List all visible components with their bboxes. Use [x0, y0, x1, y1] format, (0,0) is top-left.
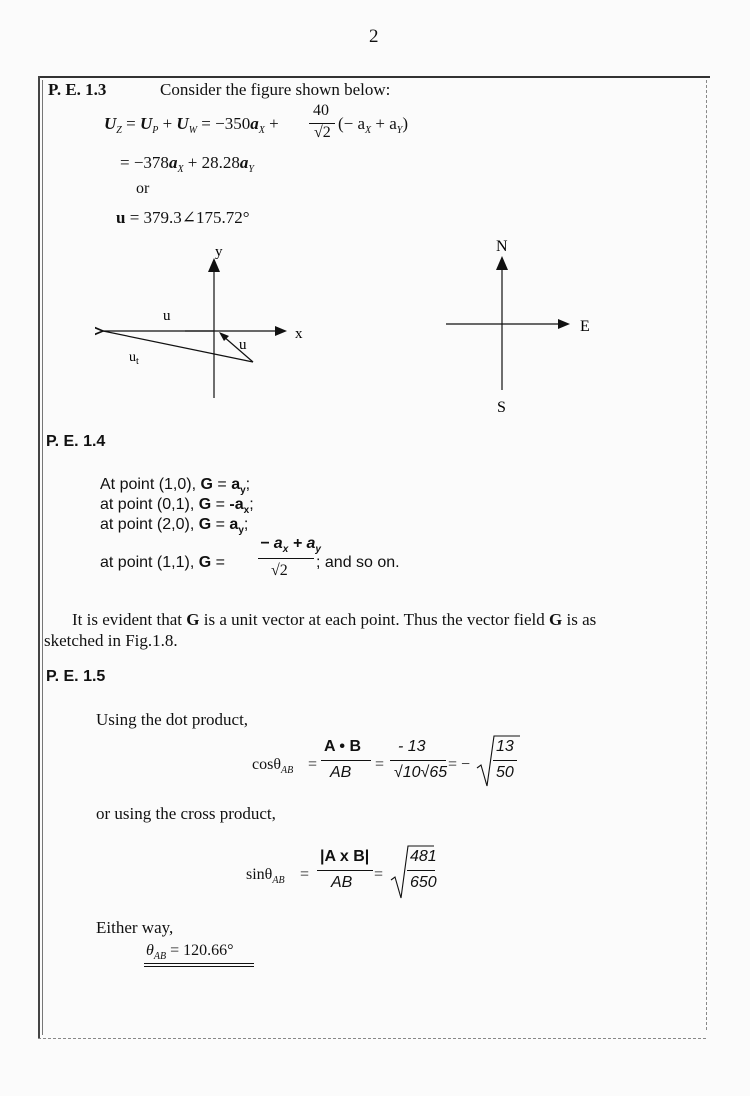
cos-frac-den: AB: [330, 764, 352, 781]
cos-eq-2: =: [375, 756, 385, 773]
pe15-cross-intro: or using the cross product,: [96, 804, 276, 823]
cos-frac-num: A • B: [324, 738, 362, 755]
pe14-line-3: at point (2,0), $G = a_y$;: [100, 516, 249, 536]
sin-root-num: 481: [410, 848, 437, 865]
cos-frac-num-2: - 13: [398, 738, 426, 755]
theta-underline-2: [144, 966, 254, 967]
pe15-dot-intro: Using the dot product,: [96, 710, 249, 729]
sin-eq-2: =: [374, 866, 384, 883]
frame-right-border: [706, 80, 707, 1030]
frame-bottom-border: [38, 1038, 706, 1039]
frame-top-border: [38, 76, 710, 78]
u-inner-label: u: [239, 337, 247, 353]
cos-lhs: cosθ$_{AB}$: [252, 756, 294, 776]
north-arrow: [496, 256, 508, 270]
frame-left-inner-border: [42, 80, 43, 1035]
page-number: 2: [369, 26, 379, 47]
u-label: u: [163, 308, 171, 324]
frame-left-border: [38, 76, 40, 1038]
pe14-frac-den: √2: [271, 562, 288, 579]
pe14-line-4-end: ; and so on.: [316, 554, 400, 571]
sin-lhs: sinθ$_{AB}$: [246, 866, 285, 886]
sin-frac-num: |A x B|: [320, 848, 370, 865]
x-axis-label: x: [295, 326, 303, 342]
sin-frac-bar: [317, 870, 373, 871]
east-arrow: [558, 319, 570, 329]
vector-diagram: [95, 240, 325, 402]
pe14-frac-bar: [258, 558, 314, 559]
pe14-frac-num: − $a_x + a_y$: [260, 535, 321, 555]
sin-eq-1: =: [300, 866, 310, 883]
pe14-heading: P. E. 1.4: [46, 433, 106, 450]
east-label: E: [580, 318, 590, 335]
pe13-paren-term: (− $a_X + a_Y$): [338, 114, 409, 136]
pe13-frac-num: 40: [313, 102, 329, 119]
cos-frac-den-2: √10√65: [394, 764, 448, 781]
pe13-frac-den: √2: [314, 124, 331, 141]
cos-eq-3: = −: [448, 756, 471, 773]
cos-frac-bar: [321, 760, 371, 761]
pe14-paragraph-line-2: sketched in Fig.1.8.: [44, 631, 178, 650]
compass-diagram: [440, 236, 610, 416]
pe13-u-result: u = 379.3∠175.72°: [116, 208, 250, 227]
cos-root-den: 50: [496, 764, 514, 781]
north-label: N: [496, 238, 508, 255]
pe13-or: or: [136, 180, 150, 197]
cos-root-bar: [493, 760, 517, 761]
u-component-vector: [223, 336, 253, 362]
ut-vector: [103, 331, 253, 362]
cos-frac-bar-2: [390, 760, 446, 761]
pe15-either: Either way,: [96, 918, 174, 937]
pe14-paragraph-line-1: It is evident that G is a unit vector at each point. Thus the vector field G is as: [72, 610, 597, 629]
theta-result: $\theta_{AB} = 120.66^\circ$: [146, 942, 234, 962]
sin-root-den: 650: [410, 874, 437, 891]
sin-frac-den: AB: [331, 874, 353, 891]
sin-root-bar: [407, 870, 435, 871]
pe14-line-2: at point (0,1), $G = -a_x$;: [100, 496, 254, 516]
pe13-equation-2: = $-378a_X + 28.28a_Y$: [120, 153, 254, 175]
pe13-intro: Consider the figure shown below:: [160, 80, 391, 99]
pe13-equation-1: $U_Z = U_P + U_W = -350a_X$ +: [104, 114, 279, 136]
y-axis-arrow: [208, 258, 220, 272]
pe14-line-1: At point (1,0), $G = a_y$;: [100, 476, 251, 496]
x-axis-arrow: [275, 326, 287, 336]
cos-root-num: 13: [496, 738, 514, 755]
cos-eq-1: =: [308, 756, 318, 773]
y-axis-label: y: [215, 244, 223, 260]
theta-underline-1: [144, 963, 254, 964]
pe14-line-4: at point (1,1), G =: [100, 554, 225, 571]
south-label: S: [497, 399, 506, 416]
pe13-heading: P. E. 1.3: [48, 80, 107, 99]
pe15-heading: P. E. 1.5: [46, 668, 106, 685]
ut-label: $u_t$: [129, 350, 139, 367]
